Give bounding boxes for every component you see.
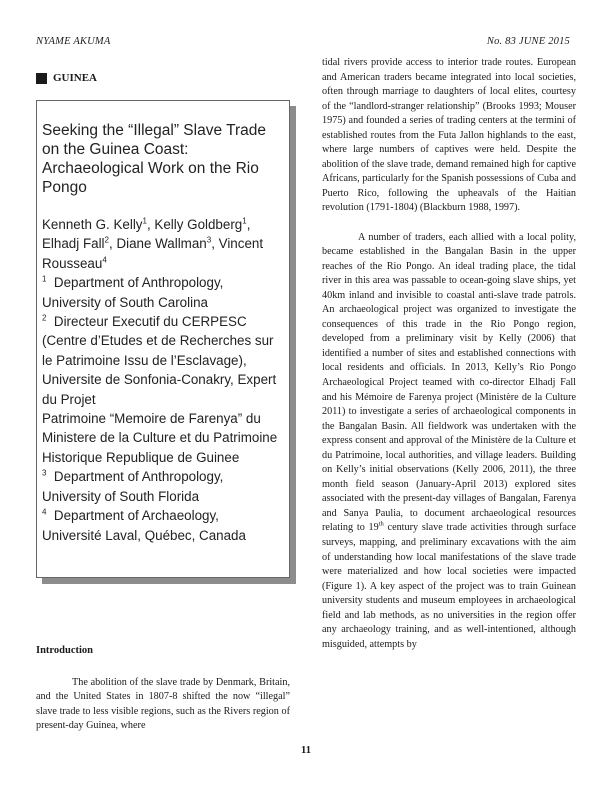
affiliation-text: Department of Anthropology, University of South Carolina [42,275,224,310]
introduction-heading: Introduction [36,645,93,656]
author-name: Elhadj Fall [42,236,105,252]
author-name: Vincent Rousseau [42,236,264,271]
introduction-paragraph: The abolition of the slave trade by Denmark, Britain, and the United States in 1807-8 shifted the now “illegal” slave trade to less visible regions, such as the Rivers region of present-day Guinea, where [36,676,290,732]
affiliation-text: Directeur Executif du CERPESC (Centre d’Etudes et de Recherches sur le Patrimoine Issu de l’Esclavage), Universite de Sonfonia-Conakry, Expert du Projet [42,314,277,407]
author-list: Kenneth G. Kelly$^1$, Kelly Goldberg$^1$, Elhadj Fall$^2$, Diane Wallman$^3$, Vincent Rousseau$^4$ [42,216,264,271]
authors-block [42,215,279,545]
affiliation-number: 4 [42,507,47,517]
section-tag [36,72,97,84]
right-column [322,56,576,652]
section-square-icon [36,73,47,84]
affiliation [42,273,279,312]
author-affiliation-mark: 1 [142,216,147,226]
page-number: 11 [301,745,311,756]
author-affiliation-mark: 3 [206,235,212,245]
affiliation-text: Patrimoine “Memoire de Farenya” du Ministere de la Culture et du Patrimoine Historique Republique de Guinee [42,411,278,465]
author-affiliation-mark: 4 [102,255,107,265]
article-title: Seeking the “Illegal” Slave Trade on the Guinea Coast: Archaeological Work on the Rio Pongo [42,122,267,196]
author-affiliation-mark: 2 [104,235,109,245]
author-name: Kelly Goldberg [154,217,243,232]
affiliation-number: 3 [42,468,47,478]
body-paragraph-2 [322,231,576,653]
author-name: Diane Wallman [116,236,207,252]
affiliation-number: 1 [42,274,47,284]
affiliation-text: Department of Archaeology, Université Laval, Québec, Canada [42,508,246,543]
author-name: Kenneth G. Kelly [42,217,143,232]
paragraph-text: century slave trade activities through surface surveys, mapping, and preliminary excavations with the aim of understanding how local manifestations of the slave trade were materialized and how local societies were impacted (Figure 1). A key aspect of the project was to train Guinean university students and museum employees in archaeological field and lab methods, as no universities in the region offer any archaeology training, and as well-intentioned, although misguided, attempts by [322,522,577,650]
ordinal-suffix: th [378,521,384,529]
affiliation [42,409,279,467]
introduction-section [36,644,290,734]
affiliation-text: Department of Anthropology, University of South Florida [42,469,224,504]
running-header-journal: NYAME AKUMA [36,36,111,47]
section-label: GUINEA [53,72,98,84]
affiliation-number: 2 [42,313,47,323]
body-paragraph-1: tidal rivers provide access to interior trade routes. European and American traders became integrated into local societies, often through marriage to daughters of local elites, courtesy of the “landlord-stranger relationship” (Brooks 1993; Mouser 1975) and founded a series of trading centers at the termini of established routes from the Futa Jallon highlands to the east, where large numbers of captives were held. Despite the abolition of the slave trade, demand remained high for captive Africans, particularly for the Spanish possessions of Cuba and Puerto Rico, following the upheavals of the Haitian revolution (1791-1804) (Blackburn 1988, 1997). [322,57,576,214]
paragraph-text: A number of traders, each allied with a local polity, became established in the Bangalan Basin in the upper reaches of the Rio Pongo. An ideal trading place, the tidal river in this area was passable to ocean-going slave ships, yet 40km inland and invisible to coastal anti-slave trade patrols. An archaeological project was organized to investigate the consequences of this trade in the Rio Pongo region, developed from a preliminary visit by Kelly (2006) that identified a number of sites and established connections with local residents and officials. In 2013, Kelly’s Rio Pongo Archaeological Project teamed with co-director Elhadj Fall and his Mémoire de Farenya project (Ministère de la Culture 2011) to investigate a series of archaeological components in the Bangalan Basin. All fieldwork was undertaken with the express consent and approval of the Ministère de la Culture et du Patrimoine, local authorities, and village leaders. Building on Kelly’s initial observations (Kelly 2006, 2011), the three month field season (January-April 2013) explored sites associated with the present-day villages of Bangalan, Farenya and Sanya Paulia, to document archaeological resources relating to 19 [322,231,576,534]
title-box [36,100,290,578]
author-affiliation-mark: 1 [242,216,247,226]
affiliation [42,312,279,409]
affiliation [42,506,279,545]
affiliation [42,467,279,506]
running-header-issue: No. 83 JUNE 2015 [486,36,570,47]
